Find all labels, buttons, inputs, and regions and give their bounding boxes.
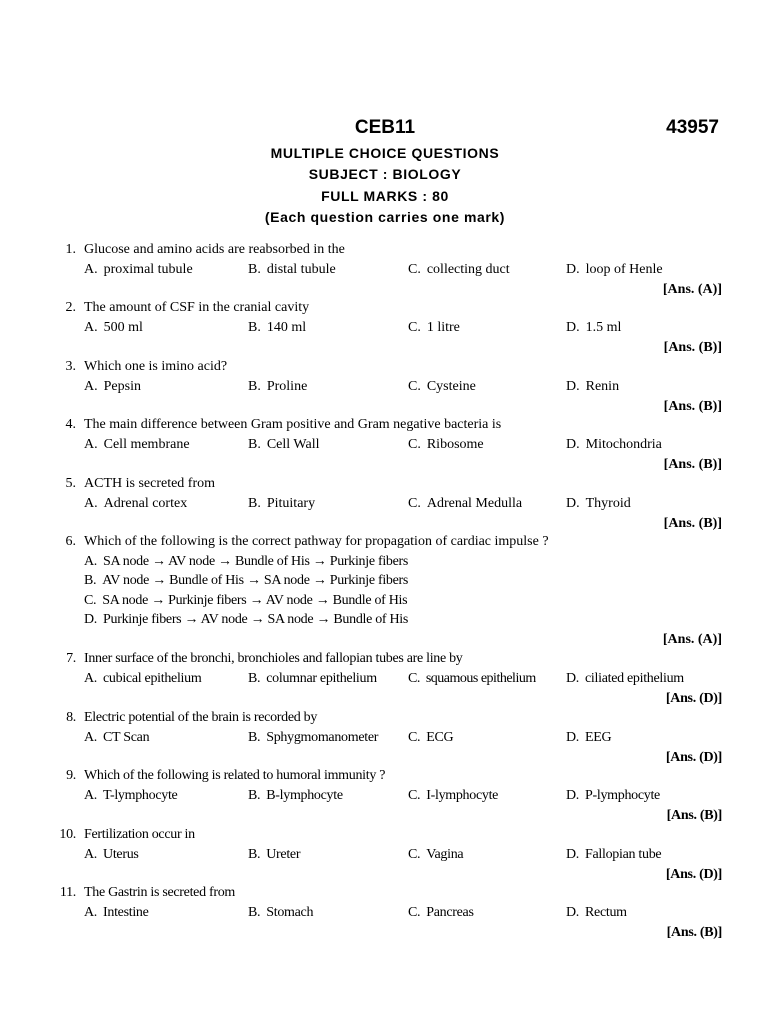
option-text: Pancreas (426, 905, 474, 920)
option-label: C. (408, 847, 421, 862)
option-label: A. (84, 788, 98, 803)
option-text: 140 ml (266, 320, 307, 335)
option-label: C. (408, 730, 421, 745)
answer-key: [Ans. (A)] (662, 282, 722, 297)
option-text: Cysteine (426, 379, 476, 394)
option-a (84, 669, 201, 689)
option-label: D. (566, 437, 580, 452)
option-b (248, 845, 300, 865)
option-b (248, 903, 313, 923)
option-a (84, 552, 408, 572)
option-a (84, 377, 141, 397)
option-c (408, 260, 510, 280)
option-d (566, 377, 619, 397)
question-text: The main difference between Gram positive and Gram negative bacteria is (84, 417, 502, 432)
option-text: 1.5 ml (585, 320, 622, 335)
option-text: squamous epithelium (425, 671, 536, 686)
header-marking-note: (Each question carries one mark) (264, 209, 506, 225)
option-label: B. (248, 437, 261, 452)
option-a (84, 786, 177, 806)
question-text: The amount of CSF in the cranial cavity (84, 300, 310, 315)
option-a (84, 728, 149, 748)
option-text: Sphygmomanometer (266, 730, 379, 745)
option-label: C. (408, 496, 421, 511)
answer-key: [Ans. (B)] (666, 925, 722, 940)
header-full-marks: FULL MARKS : 80 (321, 188, 449, 204)
question-text: Electric potential of the brain is recorded by (84, 710, 318, 725)
option-label: C. (408, 262, 421, 277)
option-text: Stomach (266, 905, 314, 920)
option-text: Adrenal cortex (103, 496, 188, 511)
option-text: Intestine (103, 905, 149, 920)
option-text: T-lymphocyte (103, 788, 178, 803)
option-label: A. (84, 671, 98, 686)
option-a (84, 435, 190, 455)
option-b (248, 669, 377, 689)
paper-number: 43957 (666, 117, 719, 138)
option-text: SA node → Purkinje fibers → AV node → Bundle of His (102, 593, 408, 608)
option-text: AV node → Bundle of His → SA node → Purkinje fibers (102, 573, 409, 588)
option-text: SA node → AV node → Bundle of His → Purkinje fibers (103, 554, 409, 569)
option-text: Cell Wall (266, 437, 320, 452)
option-b (84, 571, 408, 591)
option-b (248, 728, 378, 748)
option-text: ciliated epithelium (585, 671, 684, 686)
option-d (566, 435, 662, 455)
option-label: C. (408, 379, 421, 394)
option-d (566, 260, 663, 280)
option-label: A. (84, 847, 98, 862)
option-text: collecting duct (426, 262, 510, 277)
option-b (248, 318, 306, 338)
option-text: loop of Henle (585, 262, 663, 277)
option-text: Adrenal Medulla (426, 496, 523, 511)
question-number: 9. (66, 768, 76, 783)
option-text: columnar epithelium (266, 671, 377, 686)
header-subject: SUBJECT : BIOLOGY (308, 166, 462, 182)
option-text: Cell membrane (103, 437, 190, 452)
option-label: D. (84, 612, 98, 627)
answer-key: [Ans. (D)] (665, 691, 722, 706)
option-label: B. (248, 671, 261, 686)
option-label: B. (248, 905, 261, 920)
option-text: P-lymphocyte (585, 788, 660, 803)
question-number: 10. (59, 827, 76, 842)
option-d (566, 786, 660, 806)
option-text: Vagina (426, 847, 464, 862)
option-text: I-lymphocyte (426, 788, 499, 803)
option-label: C. (408, 320, 421, 335)
option-c (408, 377, 476, 397)
option-text: Mitochondria (585, 437, 662, 452)
option-label: A. (84, 437, 98, 452)
option-label: C. (408, 788, 421, 803)
option-label: D. (566, 847, 580, 862)
option-b (248, 435, 320, 455)
option-text: Uterus (103, 847, 139, 862)
option-text: CT Scan (103, 730, 150, 745)
option-c (408, 494, 522, 514)
option-a (84, 260, 193, 280)
option-label: B. (248, 788, 261, 803)
option-d (566, 845, 661, 865)
option-c (408, 669, 536, 689)
option-label: D. (566, 905, 580, 920)
question-number: 2. (65, 300, 76, 315)
option-text: Renin (585, 379, 620, 394)
option-a (84, 903, 149, 923)
option-text: Ribosome (426, 437, 484, 452)
question-text: Inner surface of the bronchi, bronchioles and fallopian tubes are line by (84, 651, 463, 666)
option-label: B. (248, 262, 261, 277)
option-text: 1 litre (426, 320, 460, 335)
option-d (566, 669, 684, 689)
answer-key: [Ans. (B)] (663, 516, 722, 531)
option-label: C. (408, 905, 421, 920)
option-text: Pituitary (266, 496, 316, 511)
option-text: ECG (426, 730, 454, 745)
option-text: Thyroid (585, 496, 631, 511)
answer-key: [Ans. (D)] (665, 750, 722, 765)
option-label: D. (566, 320, 580, 335)
option-label: A. (84, 496, 98, 511)
option-c (408, 786, 498, 806)
question-number: 11. (59, 885, 76, 900)
question-number: 1. (65, 242, 76, 257)
question-text: Which of the following is the correct pathway for propagation of cardiac impulse ? (84, 534, 549, 549)
question-text: Fertilization occur in (84, 827, 195, 842)
option-label: D. (566, 671, 580, 686)
option-c (408, 903, 474, 923)
option-b (248, 494, 315, 514)
option-label: B. (248, 320, 261, 335)
option-label: D. (566, 379, 580, 394)
option-text: Purkinje fibers → AV node → SA node → Bundle of His (103, 612, 409, 627)
answer-key: [Ans. (B)] (663, 399, 722, 414)
option-label: C. (84, 593, 97, 608)
question-text: Which one is imino acid? (84, 359, 228, 374)
answer-key: [Ans. (D)] (665, 867, 722, 882)
paper-code: CEB11 (354, 117, 416, 138)
option-label: A. (84, 262, 98, 277)
option-label: D. (566, 788, 580, 803)
option-label: B. (248, 379, 261, 394)
answer-key: [Ans. (B)] (666, 808, 722, 823)
option-d (566, 728, 611, 748)
option-label: A. (84, 320, 98, 335)
option-label: B. (84, 573, 97, 588)
option-text: 500 ml (103, 320, 143, 335)
option-label: B. (248, 730, 261, 745)
option-text: Pepsin (103, 379, 141, 394)
option-label: A. (84, 730, 98, 745)
option-text: B-lymphocyte (266, 788, 343, 803)
answer-key: [Ans. (B)] (663, 340, 722, 355)
option-b (248, 260, 336, 280)
option-text: Rectum (585, 905, 627, 920)
option-text: Ureter (266, 847, 301, 862)
header-title: MULTIPLE CHOICE QUESTIONS (270, 145, 500, 161)
option-label: D. (566, 496, 580, 511)
option-label: D. (566, 262, 580, 277)
option-c (408, 845, 463, 865)
option-d (84, 610, 408, 630)
answer-key: [Ans. (A)] (662, 632, 722, 647)
question-text: The Gastrin is secreted from (84, 885, 235, 900)
option-text: proximal tubule (103, 262, 193, 277)
answer-key: [Ans. (B)] (663, 457, 722, 472)
question-number: 6. (65, 534, 76, 549)
option-a (84, 318, 143, 338)
question-number: 8. (66, 710, 76, 725)
option-label: B. (248, 847, 261, 862)
option-label: B. (248, 496, 261, 511)
option-text: Fallopian tube (585, 847, 662, 862)
option-b (248, 786, 343, 806)
question-number: 5. (65, 476, 76, 491)
option-c (84, 591, 407, 611)
question-text: Glucose and amino acids are reabsorbed in the (84, 242, 345, 257)
option-text: cubical epithelium (103, 671, 202, 686)
option-label: A. (84, 379, 98, 394)
option-c (408, 435, 484, 455)
question-text: ACTH is secreted from (84, 476, 216, 491)
option-d (566, 903, 627, 923)
option-b (248, 377, 307, 397)
question-text: Which of the following is related to humoral immunity ? (84, 768, 386, 783)
option-text: Proline (266, 379, 308, 394)
question-number: 4. (65, 417, 76, 432)
question-number: 7. (66, 651, 76, 666)
option-d (566, 318, 621, 338)
option-text: EEG (585, 730, 612, 745)
option-c (408, 318, 460, 338)
option-text: distal tubule (266, 262, 336, 277)
option-d (566, 494, 631, 514)
question-number: 3. (65, 359, 76, 374)
option-label: D. (566, 730, 580, 745)
option-label: A. (84, 905, 98, 920)
option-c (408, 728, 453, 748)
option-label: C. (408, 671, 420, 686)
option-a (84, 494, 187, 514)
option-a (84, 845, 139, 865)
option-label: C. (408, 437, 421, 452)
option-label: A. (84, 554, 98, 569)
